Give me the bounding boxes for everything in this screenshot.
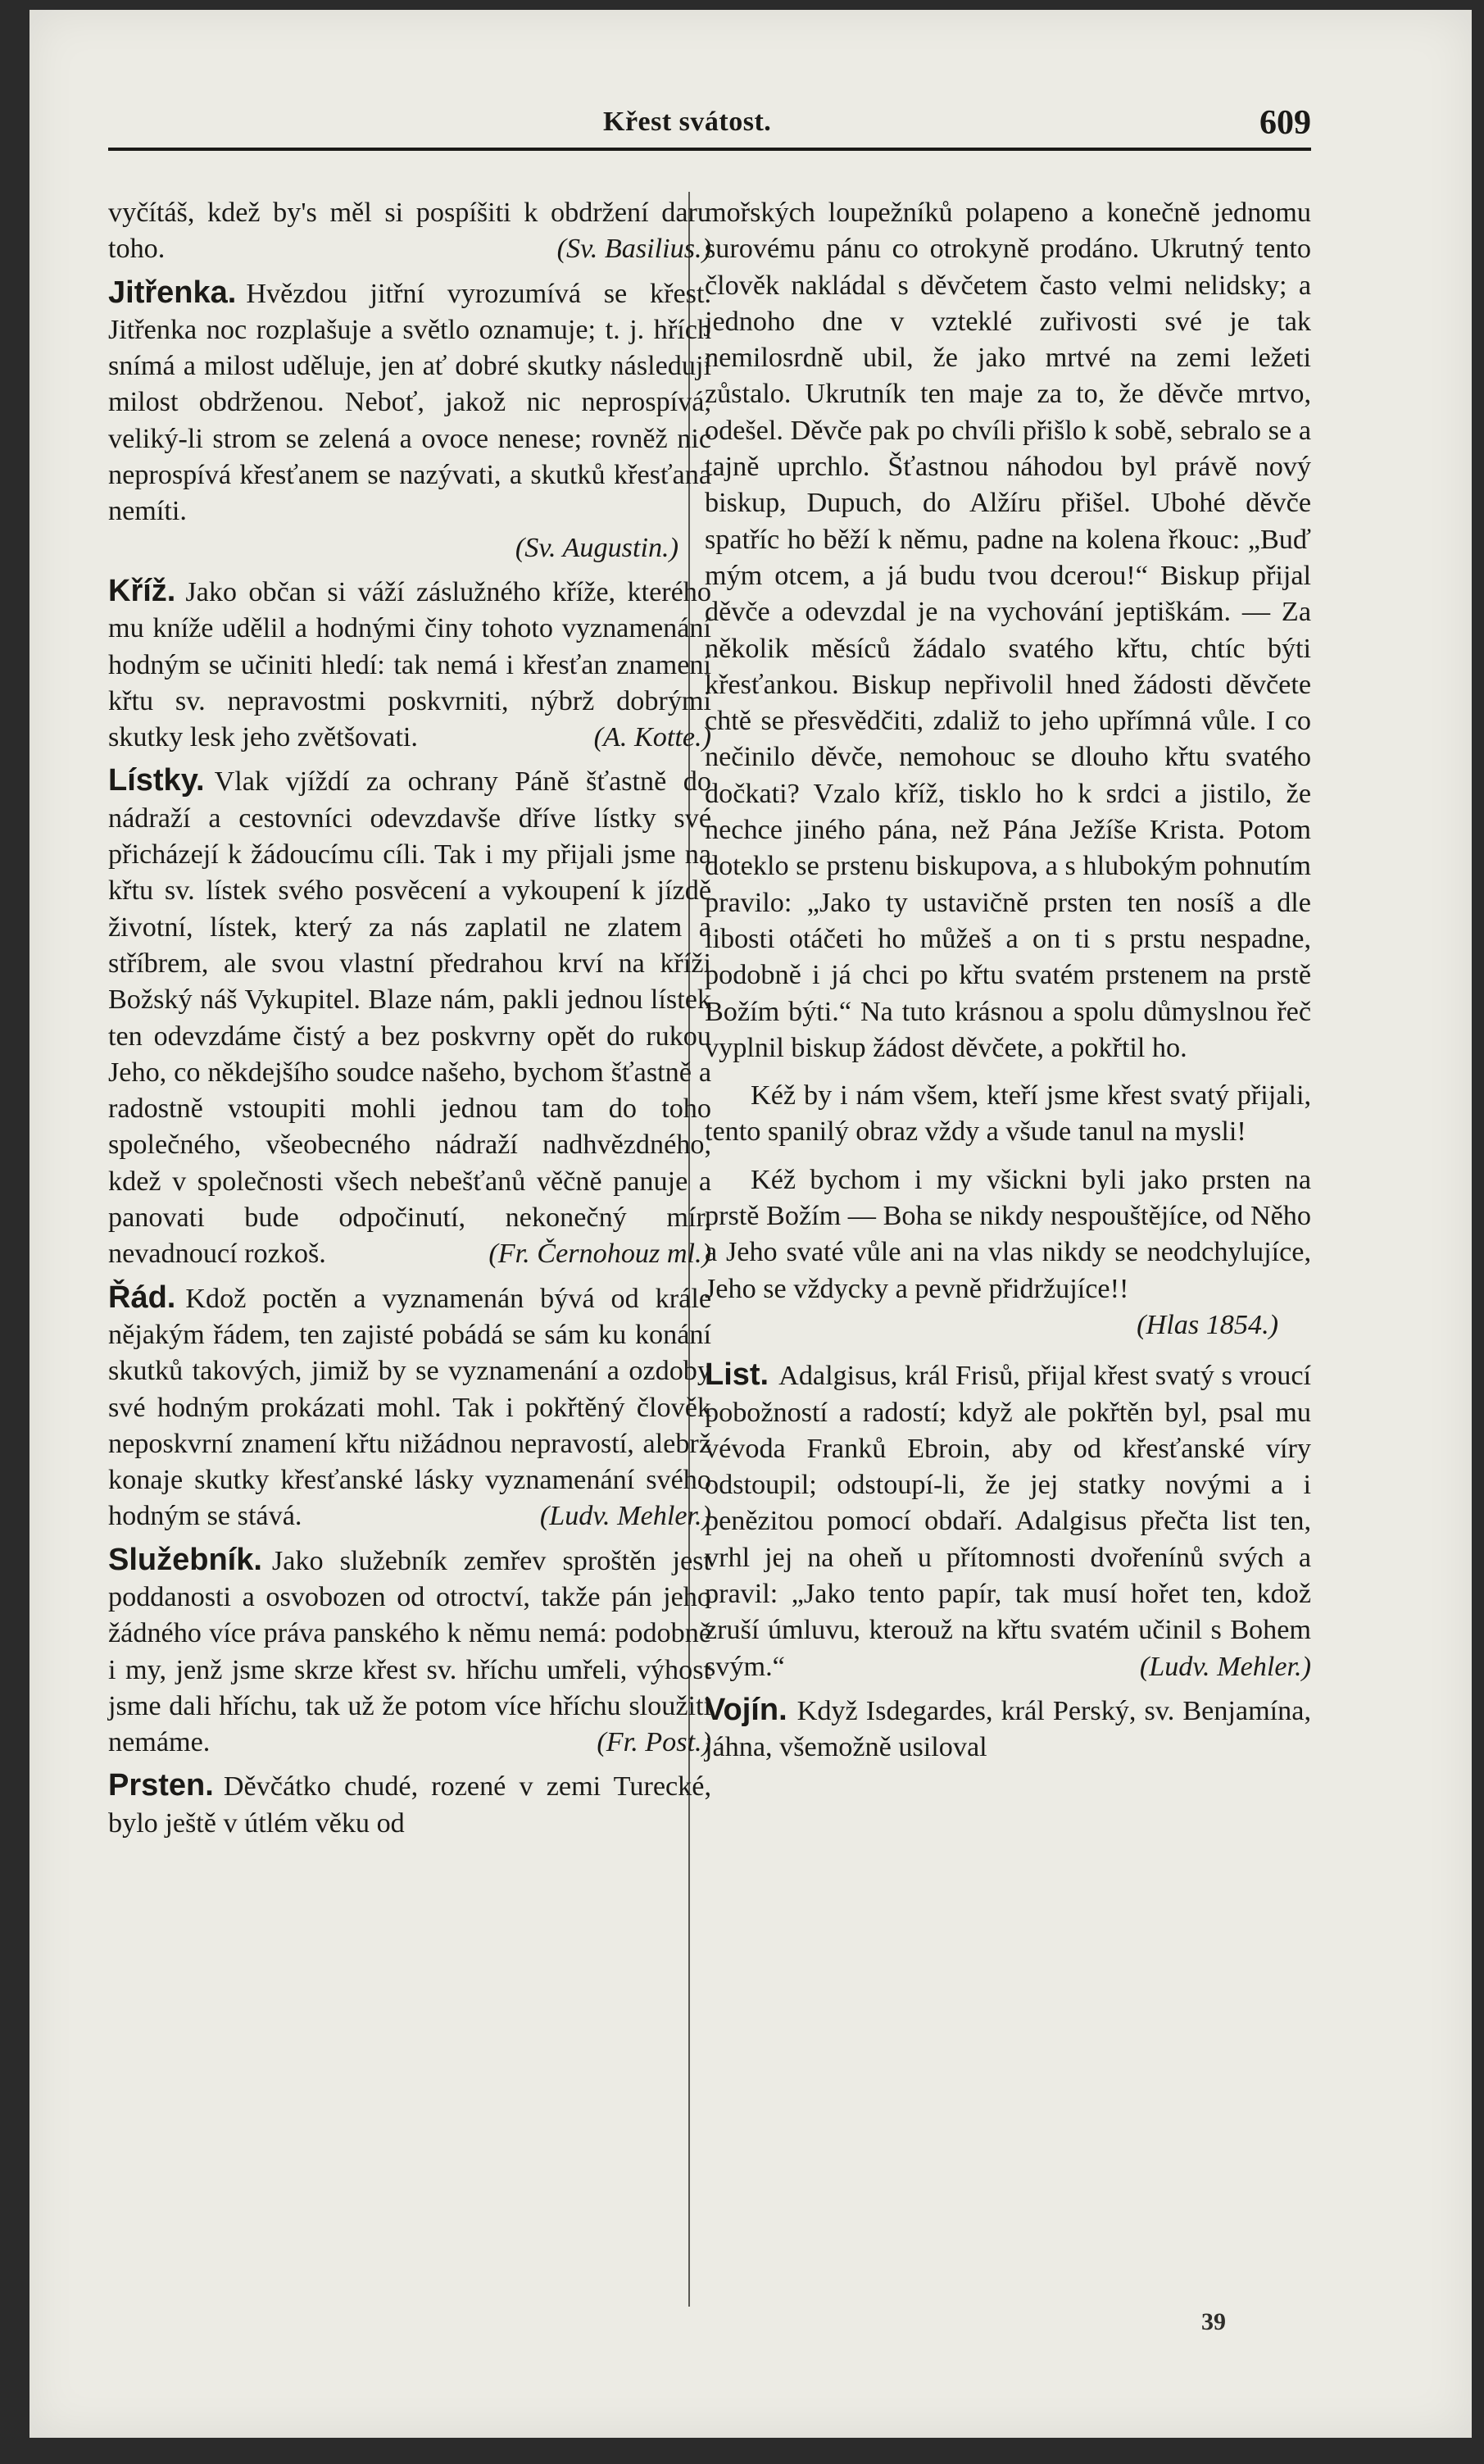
story-continuation: mořských loupežníků polapeno a konečně jednomu surovému pánu co otrokyně prodáno. Ukrutný tento člověk nakládal s děvčetem často velmi nelidsky; a jednoho dne v vzteklé zuřivosti své je tak nemilosrdně ubil, že jako mrtvé na zemi ležeti zůstalo. Ukrutník ten maje za to, že děvče mrtvo, odešel. Děvče pak po chvíli přišlo k sobě, sebralo se a tajně uprchlo. Šťastnou náhodou byl právě nový biskup, Dupuch, do Alžíru přišel. Ubohé děvče spatříc ho běží k němu, padne na kolena řkouc: „Buď mým otcem, a já budu tvou dcerou!“ Biskup přijal děvče a odevzdal je na vychování jeptiškám. — Za několik měsíců žádalo svatého křtu, chtíc býti křesťankou. Biskup nepřivolil hned žádosti děvčete chtě se přesvědčiti, zdaliž to jeho upřímná vůle. I co nečinilo děvče, nemohouc se dlouho křtu svatého dočkati? Vzalo kříž, tisklo ho k srdci a jistilo, že nechce jiného pána, než Pána Ježíše Krista. Potom doteklo se prstenu biskupova, a s hlubokým pohnutím pravilo: „Jako ty ustavičně prsten ten nosíš a dle libosti otáčeti ho můžeš a on ti s prstu nespadne, podobně i já chci po křtu svatém prstenem na prstě Božím býti.“ Na tuto krásnou a spolu důmyslnou řeč vyplnil biskup žádost děvčete, a pokřtil ho. <box>705 198 1311 1063</box>
intro-continuation <box>108 195 711 268</box>
entry-headword: Řád. <box>108 1280 176 1315</box>
header-rule <box>108 148 1311 151</box>
reflection-source: (Hlas 1854.) <box>1137 1309 1278 1340</box>
entry-source: (Sv. Augustin.) <box>515 532 678 563</box>
entry-source: (A. Kotte.) <box>593 722 711 753</box>
entry-text: Vlak vjíždí za ochrany Páně šťastně do nádraží a cestovníci odevzdavše dříve lístky své přicházejí k žádoucímu cíli. Tak i my přijali jsme na křtu sv. lístek svého posvěcení a vykoupení k jízdě životní, lístek, který za nás zaplatil ne zlatem a stříbrem, ale svou vlastní předrahou krví na kříži Božský náš Vykupitel. Blaze nám, pakli jednou lístek ten odevzdáme čistý a bez poskvrny opět do rukou Jeho, co někdejšího soudce našeho, bychom šťastně a radostně vstoupiti mohli jednou tam do toho společného, všeobecného nádraží nadhvězdného, kdež v společnosti všech nebešťanů věčně panuje a panovati bude odpočinutí, nekonečný mír, nevadnoucí rozkoš. <box>108 766 711 1270</box>
entry-source: (Ludv. Mehler.) <box>1139 1651 1311 1682</box>
entry-headword: Služebník. <box>108 1542 262 1577</box>
entry-headword: Lístky. <box>108 763 205 798</box>
entry-headword: List. <box>705 1357 769 1393</box>
entry-prsten <box>108 1767 711 1842</box>
entry-source: (Fr. Černohouz ml.) <box>488 1239 711 1270</box>
entry-text: Jako služebník zemřev sproštěn jest poddanosti a osvobozen od otroctví, takže pán jeho žádného více práva panského k němu nemá: podobně i my, jenž jsme skrze křest sv. hříchu umřeli, výhost jsme dali hříchu, tak už že potom více hříchu sloužiti nemáme. <box>108 1545 711 1758</box>
entry-headword: Prsten. <box>108 1768 214 1803</box>
entry-text: Adalgisus, král Frisů, přijal křest svatý s vroucí pobožností a radostí; když ale pokřtěn byl, psal mu vévoda Franků Ebroin, aby od křesťanské víry odstoupil; odstoupí-li, že jej statky novými a i penězitou pomocí obdaří. Adalgisus přečta list ten, vrhl jej na oheň u přítomnosti dvořenínů svých a pravil: „Jako tento papír, tak musí hořet ten, kdož zruší úmluvu, kterouž na křtu svatém učinil s Bohem svým.“ <box>705 1361 1311 1682</box>
running-title: Křest svátost. <box>603 107 772 137</box>
entry-text: Hvězdou jitřní vyrozumívá se křest. Jitřenka noc rozplašuje a světlo oznamuje; t. j. hřích snímá a milost uděluje, jen ať dobré skutky následují milost obdrženou. Neboť, jakož nic neprospívá, veliký-li strom se zelená a ovoce nenese; rovněž nic neprospívá křesťanem se nazývati, a skutků křesťana nemíti. <box>108 278 711 527</box>
intro-text: vyčítáš, kdež by's měl si pospíšiti k obdržení daru toho. <box>108 198 711 265</box>
entry-rad <box>108 1280 711 1535</box>
intro-source: (Sv. Basilius.) <box>556 234 711 265</box>
entry-source: (Ludv. Mehler.) <box>539 1501 711 1532</box>
entry-kriz <box>108 573 711 756</box>
entry-headword: Kříž. <box>108 573 176 608</box>
entry-text: Děvčátko chudé, rozené v zemi Turecké, bylo ještě v útlém věku od <box>108 1771 711 1839</box>
entry-headword: Jitřenka. <box>108 275 237 310</box>
entry-text: Jako občan si váží záslužného kříže, kterého mu kníže udělil a hodnými činy tohoto vyznamenání hodným se učiniti hledí: tak nemá i křesťan znamení křtu sv. nepravostmi poskvrniti, nýbrž dobrými skutky lesk jeho zvětšovati. <box>108 576 711 753</box>
page-number: 609 <box>1259 104 1311 142</box>
reflection-paragraph: Kéž by i nám všem, kteří jsme křest svatý přijali, tento spanilý obraz vždy a všude tanul na mysli! <box>705 1080 1311 1148</box>
entry-list <box>705 1357 1311 1685</box>
book-page <box>29 10 1472 2438</box>
running-header <box>29 104 1311 148</box>
entry-text: Když Isdegardes, král Perský, sv. Benjamína, jáhna, všemožně usiloval <box>705 1695 1311 1763</box>
entry-source: (Fr. Post.) <box>597 1727 711 1758</box>
entry-headword: Vojín. <box>705 1692 787 1727</box>
entry-vojin <box>705 1692 1311 1766</box>
entry-listky <box>108 762 711 1272</box>
entry-jitrenka <box>108 275 711 566</box>
left-column <box>108 195 711 1848</box>
signature-mark: 39 <box>1201 2308 1226 2335</box>
entry-sluzebnik <box>108 1542 711 1762</box>
reflection-paragraph: Kéž bychom i my všickni byli jako prsten na prstě Božím — Boha se nikdy nespouštějíce, od Něho a Jeho svaté vůle ani na vlas nikdy se neodchylujíce, Jeho se vždycky a pevně přidržujíce!! <box>705 1164 1311 1304</box>
entry-text: Kdož poctěn a vyznamenán bývá od krále nějakým řádem, ten zajisté pobádá se sám ku konání skutků takových, jimiž by se vyznamenání a ozdoby své hodným prokázati mohl. Tak i pokřtěný člověk neposkvrní znamení křtu nižádnou nepravostí, alebrž konaje skutky křesťanské lásky vyznamenání svého hodným se stává. <box>108 1283 711 1532</box>
right-column <box>705 195 1311 1772</box>
